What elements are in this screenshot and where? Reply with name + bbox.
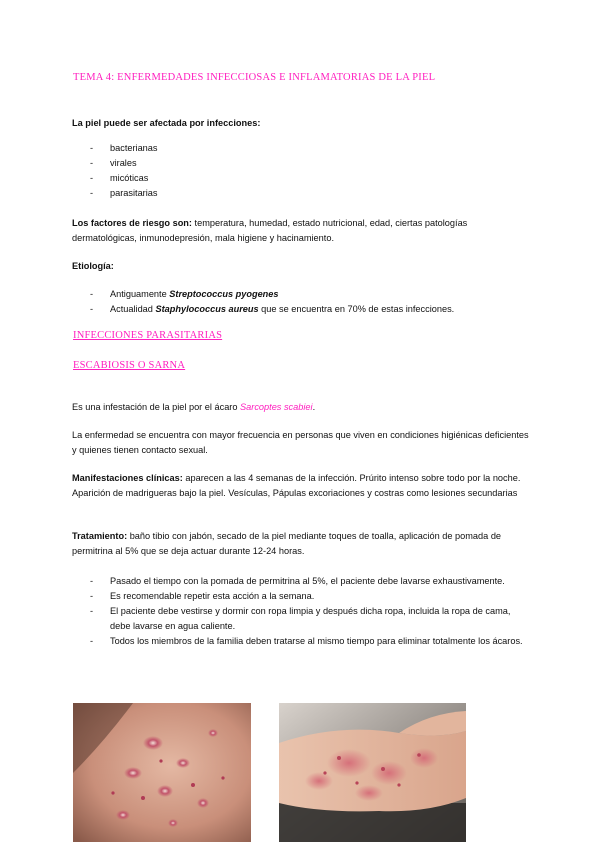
section-title: INFECCIONES PARASITARIAS	[73, 330, 223, 341]
scabies-lesions-photo-back	[73, 703, 251, 842]
list-item: - Es recomendable repetir esta acción a la semana.	[72, 589, 532, 604]
subsection-title: ESCABIOSIS O SARNA	[73, 360, 186, 371]
list-item: - virales	[72, 156, 532, 171]
risk-factors-label: Los factores de riesgo son:	[72, 218, 192, 228]
dash-bullet: -	[90, 591, 94, 601]
dash-bullet: -	[90, 188, 94, 198]
etiology-label: Etiología:	[72, 261, 114, 271]
dash-bullet: -	[90, 606, 94, 616]
dash-bullet: -	[90, 576, 94, 586]
dash-bullet: -	[90, 304, 94, 314]
manifestations-paragraph: Manifestaciones clínicas: aparecen a las 4 semanas de la infección. Prúrito intenso sobre todo por la noche. Aparición de madrigueras bajo la piel. Vesículas, Pápulas excoriaciones y costras como lesiones secundarias	[72, 473, 521, 498]
treatment-paragraph: Tratamiento: baño tibio con jabón, secado de la piel mediante toques de toalla, aplicación de pomada de permitrina al 5% que se deja actuar durante 12-24 horas.	[72, 531, 502, 556]
risk-factors-paragraph	[72, 216, 532, 246]
dash-bullet: -	[90, 143, 94, 153]
list-item: - Actualidad Staphylococcus aureus que se encuentra en 70% de estas infecciones.	[72, 302, 532, 317]
etiology-list	[72, 287, 532, 317]
hand-photo-illustration	[279, 703, 466, 842]
manifestations-label: Manifestaciones clínicas:	[72, 473, 183, 483]
dash-bullet: -	[90, 289, 94, 299]
organism-name: Staphylococcus aureus	[155, 304, 259, 314]
treatment-label: Tratamiento:	[72, 531, 128, 541]
list-item: - micóticas	[72, 171, 532, 186]
list-item: - Antiguamente Streptococcus pyogenes	[72, 287, 532, 302]
scabies-rash-photo-hand	[279, 703, 466, 842]
skin-photo-illustration	[73, 703, 251, 842]
list-item: - bacterianas	[72, 141, 532, 156]
frequency-paragraph: La enfermedad se encuentra con mayor frecuencia en personas que viven en condiciones higiénicas deficientes y quienes tienen contacto sexual.	[72, 430, 529, 455]
dash-bullet: -	[90, 173, 94, 183]
intro-text: La piel puede ser afectada por infecciones:	[72, 118, 261, 128]
list-item: - Pasado el tiempo con la pomada de permitrina al 5%, el paciente debe lavarse exhaustivamente.	[72, 574, 532, 589]
list-item: - parasitarias	[72, 186, 532, 201]
organism-name: Sarcoptes scabiei	[240, 402, 313, 412]
risk-factors-text: temperatura, humedad, estado nutricional, edad, ciertas patologías dermatológicas, inmunodepresión, mala higiene y hacinamiento.	[72, 218, 468, 243]
dash-bullet: -	[90, 158, 94, 168]
treatment-steps-list	[72, 574, 532, 649]
list-item: - Todos los miembros de la familia deben tratarse al mismo tiempo para eliminar totalmente los ácaros.	[72, 634, 532, 649]
organism-name: Streptococcus pyogenes	[169, 289, 279, 299]
list-item: - El paciente debe vestirse y dormir con ropa limpia y después dicha ropa, incluida la ropa de cama, debe lavarse en agua caliente.	[90, 606, 511, 631]
definition-paragraph: Es una infestación de la piel por el ácaro Sarcoptes scabiei.	[72, 402, 316, 412]
dash-bullet: -	[90, 636, 94, 646]
infection-types-list	[72, 141, 532, 201]
page-title: TEMA 4: ENFERMEDADES INFECCIOSAS E INFLAMATORIAS DE LA PIEL	[73, 72, 436, 83]
